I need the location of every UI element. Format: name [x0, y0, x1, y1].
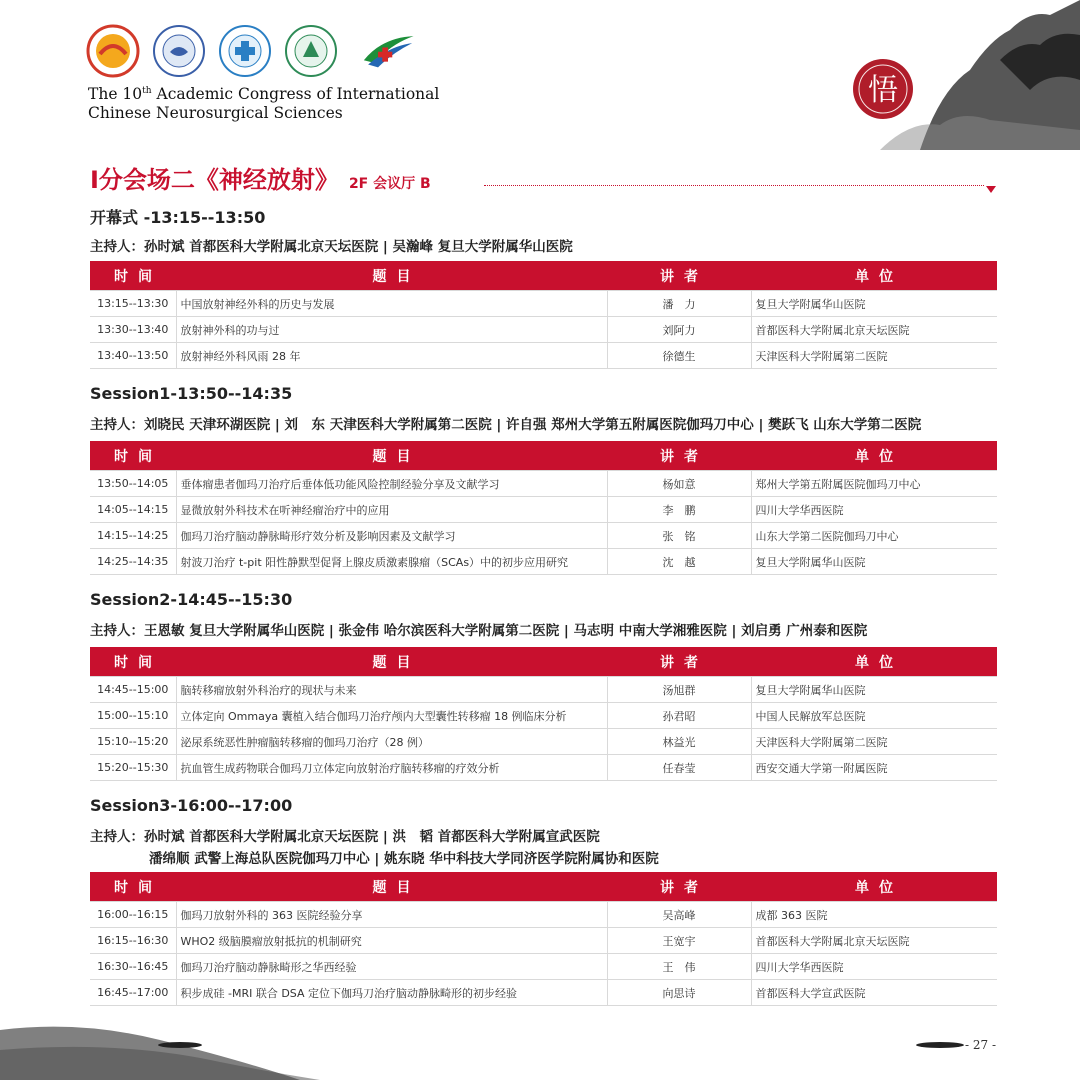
- cell-speaker: 李 鹏: [607, 497, 751, 523]
- table-row: [90, 471, 997, 497]
- cell-title: WHO2 级脑膜瘤放射抵抗的机制研究: [176, 928, 607, 954]
- session-title: Session1-13:50--14:35: [90, 384, 293, 403]
- cell-unit: 首都医科大学宣武医院: [751, 980, 997, 1006]
- table-row: [90, 954, 997, 980]
- congress-line1-a: The 10: [88, 85, 143, 104]
- cell-speaker: 孙君昭: [607, 703, 751, 729]
- table-header-row: [90, 647, 997, 677]
- section-main-title: Ⅰ分会场二《神经放射》: [90, 166, 339, 194]
- congress-logo-1: [86, 24, 140, 78]
- header-unit: 单位: [751, 441, 997, 471]
- cell-time: 14:05--14:15: [90, 497, 176, 523]
- cell-title: 泌尿系统恶性肿瘤脑转移瘤的伽玛刀治疗（28 例）: [176, 729, 607, 755]
- congress-logo-3: [218, 24, 272, 78]
- table-row: [90, 317, 997, 343]
- header-title: 题目: [176, 647, 607, 677]
- cell-unit: 山东大学第二医院伽玛刀中心: [751, 523, 997, 549]
- cell-speaker: 潘 力: [607, 291, 751, 317]
- cell-unit: 首都医科大学附属北京天坛医院: [751, 317, 997, 343]
- cell-time: 14:15--14:25: [90, 523, 176, 549]
- cell-speaker: 徐德生: [607, 343, 751, 369]
- congress-logo-5: [350, 24, 426, 78]
- congress-line1-b: Academic Congress of International: [151, 85, 440, 104]
- cell-title: 放射神经外科风雨 28 年: [176, 343, 607, 369]
- ink-wave-decoration: [0, 1000, 1080, 1080]
- cell-time: 13:15--13:30: [90, 291, 176, 317]
- header-unit: 单位: [751, 872, 997, 902]
- cell-speaker: 张 铭: [607, 523, 751, 549]
- cell-title: 脑转移瘤放射外科治疗的现状与未来: [176, 677, 607, 703]
- session-hosts: 主持人：孙时斌 首都医科大学附属北京天坛医院 | 吴瀚峰 复旦大学附属华山医院: [90, 239, 573, 255]
- cell-unit: 四川大学华西医院: [751, 497, 997, 523]
- cell-unit: 首都医科大学附属北京天坛医院: [751, 928, 997, 954]
- schedule-table: [90, 441, 997, 575]
- session-hosts: 主持人：孙时斌 首都医科大学附属北京天坛医院 | 洪 韬 首都医科大学附属宣武医院: [90, 829, 600, 845]
- header-title: 题目: [176, 261, 607, 291]
- table-row: [90, 677, 997, 703]
- header-speaker: 讲者: [607, 261, 751, 291]
- cell-speaker: 杨如意: [607, 471, 751, 497]
- table-row: [90, 343, 997, 369]
- cell-time: 16:15--16:30: [90, 928, 176, 954]
- schedule-table: [90, 872, 997, 1006]
- session-title: 开幕式 -13:15--13:50: [90, 208, 266, 227]
- cell-title: 积步成硅 -MRI 联合 DSA 定位下伽玛刀治疗脑动静脉畸形的初步经验: [176, 980, 607, 1006]
- cell-unit: 复旦大学附属华山医院: [751, 291, 997, 317]
- congress-title: [88, 82, 439, 123]
- cell-time: 16:30--16:45: [90, 954, 176, 980]
- cell-speaker: 吴高峰: [607, 902, 751, 928]
- table-row: [90, 497, 997, 523]
- cell-unit: 天津医科大学附属第二医院: [751, 729, 997, 755]
- cell-title: 伽玛刀治疗脑动静脉畸形疗效分析及影响因素及文献学习: [176, 523, 607, 549]
- session-title: Session2-14:45--15:30: [90, 590, 293, 609]
- cell-speaker: 汤旭群: [607, 677, 751, 703]
- cell-time: 14:25--14:35: [90, 549, 176, 575]
- cell-speaker: 沈 越: [607, 549, 751, 575]
- table-row: [90, 902, 997, 928]
- header-time: 时间: [90, 647, 176, 677]
- table-row: [90, 703, 997, 729]
- header-time: 时间: [90, 872, 176, 902]
- cell-unit: 复旦大学附属华山医院: [751, 677, 997, 703]
- cell-time: 14:45--15:00: [90, 677, 176, 703]
- cell-unit: 西安交通大学第一附属医院: [751, 755, 997, 781]
- header-unit: 单位: [751, 261, 997, 291]
- header-unit: 单位: [751, 647, 997, 677]
- table-row: [90, 291, 997, 317]
- header-speaker: 讲者: [607, 647, 751, 677]
- table-row: [90, 729, 997, 755]
- table-header-row: [90, 261, 997, 291]
- session-hosts: 主持人：王恩敏 复旦大学附属华山医院 | 张金伟 哈尔滨医科大学附属第二医院 | 马志明 中南大学湘雅医院 | 刘启勇 广州泰和医院: [90, 623, 868, 639]
- cell-time: 13:30--13:40: [90, 317, 176, 343]
- congress-line1-sup: th: [142, 86, 152, 96]
- section-room: 2F 会议厅 B: [348, 176, 431, 192]
- section-title: [90, 160, 431, 195]
- header-speaker: 讲者: [607, 872, 751, 902]
- table-header-row: [90, 441, 997, 471]
- table-row: [90, 755, 997, 781]
- cell-title: 放射神外科的功与过: [176, 317, 607, 343]
- session-hosts-line2: 潘绵顺 武警上海总队医院伽玛刀中心 | 姚东晓 华中科技大学同济医学院附属协和医院: [149, 851, 659, 867]
- cell-time: 15:20--15:30: [90, 755, 176, 781]
- title-dotted-line: [484, 185, 984, 186]
- schedule-table: [90, 261, 997, 369]
- table-row: [90, 928, 997, 954]
- header-title: 题目: [176, 872, 607, 902]
- table-row: [90, 523, 997, 549]
- cell-unit: 四川大学华西医院: [751, 954, 997, 980]
- cell-time: 16:00--16:15: [90, 902, 176, 928]
- cell-time: 13:50--14:05: [90, 471, 176, 497]
- congress-line2: Chinese Neurosurgical Sciences: [88, 104, 343, 123]
- cell-title: 中国放射神经外科的历史与发展: [176, 291, 607, 317]
- table-header-row: [90, 872, 997, 902]
- cell-unit: 成都 363 医院: [751, 902, 997, 928]
- page-number: - 27 -: [964, 1038, 996, 1052]
- session-hosts: 主持人：刘晓民 天津环湖医院 | 刘 东 天津医科大学附属第二医院 | 许自强 郑州大学第五附属医院伽玛刀中心 | 樊跃飞 山东大学第二医院: [90, 417, 922, 433]
- cell-unit: 天津医科大学附属第二医院: [751, 343, 997, 369]
- cell-speaker: 刘阿力: [607, 317, 751, 343]
- cell-speaker: 林益光: [607, 729, 751, 755]
- cell-speaker: 向思诗: [607, 980, 751, 1006]
- congress-logo-2: [152, 24, 206, 78]
- cell-title: 抗血管生成药物联合伽玛刀立体定向放射治疗脑转移瘤的疗效分析: [176, 755, 607, 781]
- header-speaker: 讲者: [607, 441, 751, 471]
- cell-speaker: 任春莹: [607, 755, 751, 781]
- cell-unit: 郑州大学第五附属医院伽玛刀中心: [751, 471, 997, 497]
- cell-time: 13:40--13:50: [90, 343, 176, 369]
- session-title: Session3-16:00--17:00: [90, 796, 293, 815]
- cell-speaker: 王 伟: [607, 954, 751, 980]
- cell-time: 16:45--17:00: [90, 980, 176, 1006]
- cell-title: 立体定向 Ommaya 囊植入结合伽玛刀治疗颅内大型囊性转移瘤 18 例临床分析: [176, 703, 607, 729]
- cell-title: 垂体瘤患者伽玛刀治疗后垂体低功能风险控制经验分享及文献学习: [176, 471, 607, 497]
- cell-time: 15:10--15:20: [90, 729, 176, 755]
- congress-logo-4: [284, 24, 338, 78]
- cell-unit: 复旦大学附属华山医院: [751, 549, 997, 575]
- header-time: 时间: [90, 441, 176, 471]
- logo-row: [86, 24, 426, 78]
- cell-title: 伽玛刀治疗脑动静脉畸形之华西经验: [176, 954, 607, 980]
- triangle-icon: [986, 186, 996, 193]
- seal-char: 悟: [868, 73, 898, 108]
- cell-title: 显微放射外科技术在听神经瘤治疗中的应用: [176, 497, 607, 523]
- cell-unit: 中国人民解放军总医院: [751, 703, 997, 729]
- schedule-table: [90, 647, 997, 781]
- seal-icon: [850, 56, 916, 122]
- header-title: 题目: [176, 441, 607, 471]
- table-row: [90, 549, 997, 575]
- header-time: 时间: [90, 261, 176, 291]
- cell-time: 15:00--15:10: [90, 703, 176, 729]
- cell-title: 伽玛刀放射外科的 363 医院经验分享: [176, 902, 607, 928]
- cell-title: 射波刀治疗 t-pit 阳性静默型促肾上腺皮质激素腺瘤（SCAs）中的初步应用研究: [176, 549, 607, 575]
- cell-speaker: 王宽宇: [607, 928, 751, 954]
